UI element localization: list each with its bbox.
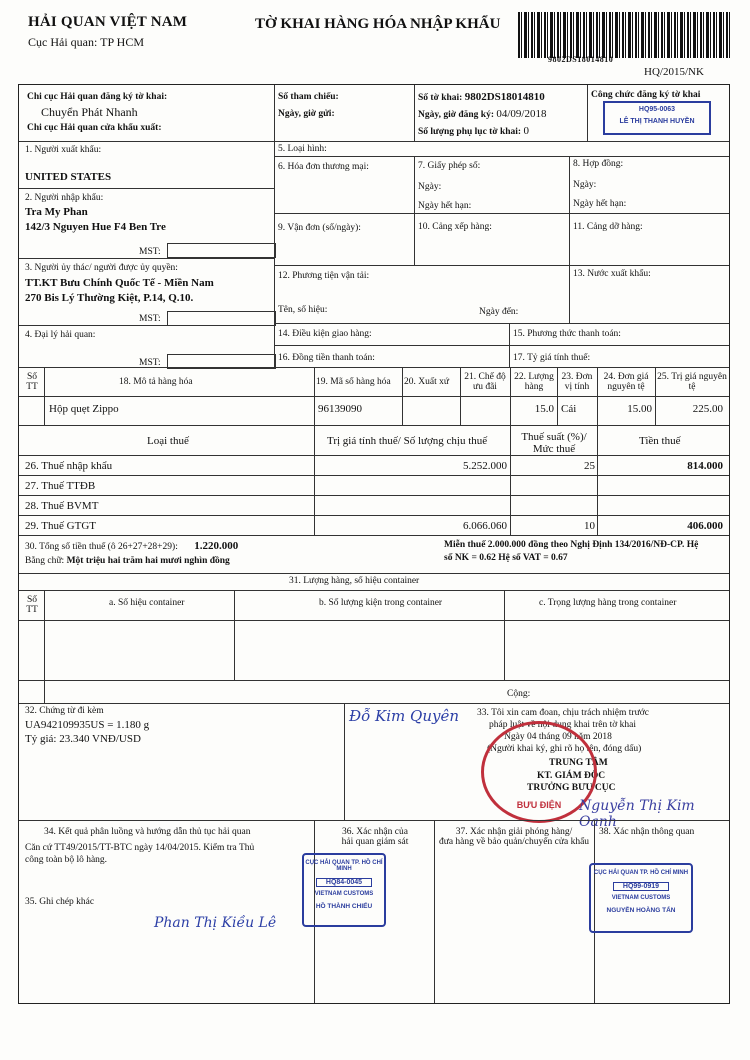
box-36-label: 36. Xác nhận của hải quan giám sát [341,827,409,847]
officer36-stamp: CỤC HẢI QUAN TP. HỒ CHÍ MINH HQ84-0045 VIETNAM CUSTOMS HỒ THÀNH CHIẾU [302,853,386,927]
department: Cục Hải quan: TP HCM [28,35,145,49]
entrusted-label: 3. Người ủy thác/ người được ủy quyền: [25,263,178,273]
tax-header-rate: Thuế suất (%)/ Mức thuế [521,431,587,455]
box-38-label: 38. Xác nhận thông quan [599,827,695,837]
container-header-c: c. Trọng lượng hàng trong container [539,598,677,608]
total-tax: 30. Tổng số tiền thuế (ô 26+27+28+29): 1.220.000 [25,540,239,552]
barcode-text: 9802DS18014810 [548,55,614,64]
tax-row-label: 28. Thuế BVMT [25,500,99,512]
officer38-stamp: CỤC HẢI QUAN TP. HỒ CHÍ MINH HQ99-0919 VIETNAM CUSTOMS NGUYỄN HOÀNG TẤN [589,863,693,933]
field-12-name: Tên, số hiệu: [278,305,328,315]
tax-row-base: 5.252.000 [463,460,507,472]
form-code: HQ/2015/NK [644,66,704,78]
officer-top-stamp: HQ95-0063 LÊ THỊ THANH HUYỀN [603,101,711,135]
border-branch-label: Chi cục Hải quan cửa khẩu xuất: [27,123,162,133]
director-line-3: TRƯỞNG BƯU CỤC [527,783,616,793]
container-header-a: a. Số hiệu container [109,598,185,608]
container-header-no: Số TT [26,595,38,615]
field-12: 12. Phương tiện vận tải: [278,271,370,281]
field-10: 10. Cảng xếp hàng: [418,222,492,232]
commit-sign-note: (Người khai ký, ghi rõ họ tên, đóng dấu) [487,744,642,754]
field-7: 7. Giấy phép số: [418,161,481,171]
commit-line-1: 33. Tôi xin cam đoan, chịu trách nhiệm trước [477,708,649,718]
goods-row-desc: Hộp quẹt Zippo [49,403,119,415]
tax-row-label: 26. Thuế nhập khẩu [25,460,113,472]
tax-row-label: 27. Thuế TTĐB [25,480,96,492]
entrusted-address: 270 Bis Lý Thường Kiệt, P.14, Q.10. [25,292,194,304]
goods-row-unit: Cái [561,403,577,415]
reg-branch-label: Chi cục Hải quan đăng ký tờ khai: [27,92,168,102]
officer-label: Công chức đăng ký tờ khai [591,90,701,100]
goods-header-qty: 22. Lượng hàng [514,372,554,392]
box-34-text-1: Căn cứ TT49/2015/TT-BTC ngày 14/04/2015. Kiểm tra Thủ [25,843,255,853]
container-title: 31. Lượng hàng, số hiệu container [289,576,420,586]
field-9: 9. Vận đơn (số/ngày): [278,223,361,233]
docs-label: 32. Chứng từ đi kèm [25,706,104,716]
agent-mst-label: MST: [139,358,161,368]
exporter-label: 1. Người xuất khẩu: [25,145,102,155]
commit-date: Ngày 04 tháng 09 năm 2018 [504,732,612,742]
goods-header-unit: 23. Đơn vị tính [561,372,593,392]
header-left [28,14,187,50]
field-17: 17. Tỷ giá tính thuế: [513,353,591,363]
field-12-arrival: Ngày đến: [479,307,519,317]
reg-date: Ngày, giờ đăng ký: 04/09/2018 [418,108,547,120]
goods-header-code: 19. Mã số hàng hóa [316,377,391,387]
field-5: 5. Loại hình: [278,144,327,154]
appendix-count: Số lượng phụ lục tờ khai: 0 [418,125,529,137]
tax-header-amount: Tiền thuế [639,435,681,447]
goods-header-regime: 21. Chế độ ưu đãi [464,372,506,392]
container-sum: Cộng: [507,689,531,699]
entrusted-mst-box [167,311,276,326]
agency-name: HẢI QUAN VIỆT NAM [28,14,188,30]
importer-mst-box [167,243,276,258]
field-8: 8. Hợp đồng: [573,159,624,169]
exemption-line-1: Miễn thuế 2.000.000 đồng theo Nghị Định 134/2016/NĐ-CP. Hệ [444,540,699,550]
docs-line-2: Tỷ giá: 23.340 VNĐ/USD [25,733,141,745]
entrusted-mst-label: MST: [139,314,161,324]
box-34-label: 34. Kết quả phân luồng và hướng dẫn thủ tục hải quan [44,827,251,837]
box-35-label: 35. Ghi chép khác [25,897,95,907]
director-signature: Nguyễn Thị Kim Oanh [579,798,695,830]
container-header-b: b. Số lượng kiện trong container [319,598,443,608]
field-7-date: Ngày: [418,182,442,192]
importer-name: Tra My Phan [25,206,88,218]
field-14: 14. Điều kiện giao hàng: [278,329,372,339]
decl-no: Số tờ khai: 9802DS18014810 [418,91,545,103]
box-34-text-2: công toàn bộ lô hàng. [25,855,108,865]
box-37-label: 37. Xác nhận giải phóng hàng/ đưa hàng về bảo quản/chuyển cửa khẩu [438,827,590,847]
exemption-line-2: số NK = 0.62 Hệ số VAT = 0.67 [444,553,568,563]
field-16: 16. Đồng tiền thanh toán: [278,353,375,363]
ref-no-label: Số tham chiếu: [278,92,339,102]
field-8-date: Ngày: [573,180,597,190]
declarant-signature: Đỗ Kim Quyên [349,707,460,725]
tax-row-rate: 25 [584,460,595,472]
barcode [518,12,730,58]
tax-header-type: Loại thuế [147,435,189,447]
tax-row-rate: 10 [584,520,595,532]
tax-row-amount: 406.000 [687,520,723,532]
importer-label: 2. Người nhập khẩu: [25,193,104,203]
field-15: 15. Phương thức thanh toán: [513,329,621,339]
reg-branch-value: Chuyển Phát Nhanh [41,105,138,119]
tax-header-base: Trị giá tính thuế/ Số lượng chịu thuế [327,435,488,447]
field-13: 13. Nước xuất khẩu: [573,269,651,279]
goods-row-price: 15.00 [627,403,652,415]
docs-line-1: UA942109935US = 1.180 g [25,719,150,731]
entrusted-name: TT.KT Bưu Chính Quốc Tế - Miền Nam [25,277,214,289]
goods-header-desc: 18. Mô tả hàng hóa [119,377,193,387]
tax-row-amount: 814.000 [687,460,723,472]
goods-row-qty: 15.0 [534,403,554,415]
officer35-signature: Phan Thị Kiều Lê [154,915,277,931]
declaration-form [18,84,730,1004]
tax-row-label: 29. Thuế GTGT [25,520,96,532]
importer-mst-label: MST: [139,247,161,257]
send-date-label: Ngày, giờ gửi: [278,109,335,119]
field-7-exp: Ngày hết hạn: [418,201,472,211]
field-6: 6. Hóa đơn thương mại: [278,162,369,172]
director-line-2: KT. GIÁM ĐỐC [537,771,606,781]
goods-header-price: 24. Đơn giá nguyên tệ [603,372,649,392]
total-in-words: Bằng chữ: Một triệu hai trăm hai mươi nghìn đồng [25,556,230,566]
field-11: 11. Cảng dỡ hàng: [573,222,643,232]
commit-line-2: pháp luật về nội dung khai trên tờ khai [489,720,636,730]
director-line-1: TRUNG TÂM [549,758,608,768]
post-office-stamp: BƯU ĐIỆN [481,721,597,823]
goods-row-value: 225.00 [692,403,723,415]
agent-label: 4. Đại lý hải quan: [25,330,96,340]
exporter-value: UNITED STATES [25,171,112,183]
goods-header-origin: 20. Xuất xứ [404,377,449,387]
page-title: TỜ KHAI HÀNG HÓA NHẬP KHẨU [255,16,501,32]
goods-header-value: 25. Trị giá nguyên tệ [657,372,727,392]
importer-address: 142/3 Nguyen Hue F4 Ben Tre [25,221,166,233]
tax-row-base: 6.066.060 [463,520,507,532]
field-8-exp: Ngày hết hạn: [573,199,627,209]
goods-header-no: Số TT [26,372,38,392]
goods-row-code: 96139090 [318,403,362,415]
